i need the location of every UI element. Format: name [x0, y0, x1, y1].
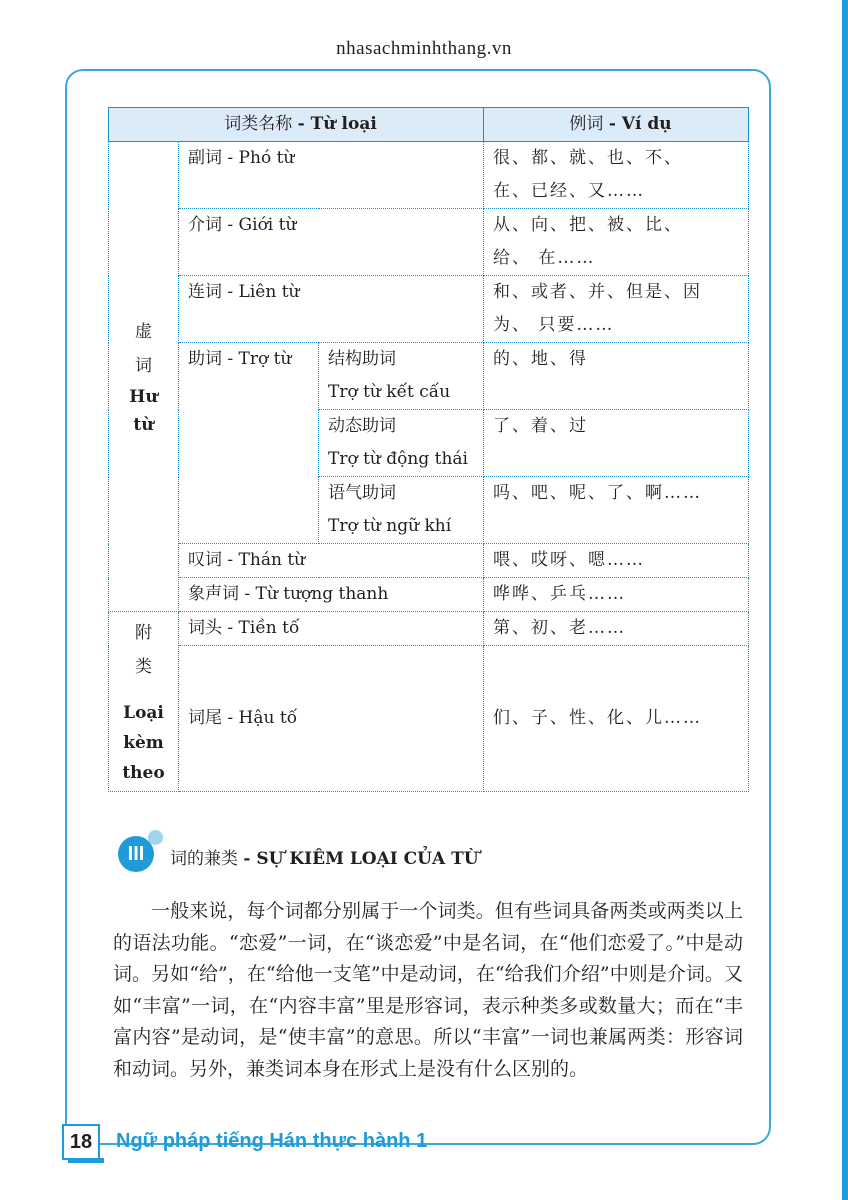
example-cell: 喂、哎呀、嗯……	[484, 544, 749, 578]
example-cell: 们、子、性、化、儿……	[484, 646, 749, 792]
example-cell	[484, 142, 749, 209]
column-header-zh: 例词	[569, 114, 604, 134]
word-class-table	[108, 107, 749, 792]
table-row	[109, 544, 749, 578]
subtype-vi: Trợ từ động thái	[328, 449, 468, 469]
body-paragraph: 一般来说，每个词都分别属于一个词类。但有些词具备两类或两类以上的语法功能。“恋爱”一词，在“谈恋爱”中是名词，在“他们恋爱了。”中是动词。另如“给”，在“给他一支笔”中是动词，在“给我们介绍”中则是介词。又如“丰富”一词，在“内容丰富”里是形容词，表示种类多或数量大；而在“丰富内容”是动词，是“使丰富”的意思。所以“丰富”一词也兼属两类：形容词和动词。另外，兼类词本身在形式上是没有什么区别的。	[113, 900, 743, 1080]
word-class-name: 象声词 - Từ tượng thanh	[179, 578, 484, 612]
example-cell: 吗、吧、呢、了、啊……	[484, 477, 749, 544]
example-cell	[484, 209, 749, 276]
group-label-zh: 词	[135, 355, 152, 376]
section-number-badge: III	[118, 836, 154, 872]
example-cell: 第、初、老……	[484, 612, 749, 646]
table-row	[109, 646, 749, 792]
group-label-vi: Loại	[123, 702, 164, 723]
group-label-vi: Hư	[129, 386, 158, 407]
example-cell: 哗哗、乒乓……	[484, 578, 749, 612]
column-header-zh: 词类名称	[224, 114, 293, 134]
subtype-zh: 结构助词	[328, 349, 396, 369]
word-class-name: 连词 - Liên từ	[179, 276, 484, 343]
example-line: 给、 在……	[493, 248, 596, 268]
table-row	[109, 142, 749, 209]
word-class-name: 助词 - Trợ từ	[179, 343, 319, 544]
section-title	[170, 844, 479, 869]
group-label-zh: 虚	[135, 321, 152, 342]
group-label-affixes	[109, 612, 179, 792]
example-line: 在、已经、又……	[493, 181, 646, 201]
column-header-example	[484, 108, 749, 142]
example-line: 从、向、把、被、比、	[493, 215, 684, 235]
table-row	[109, 578, 749, 612]
example-cell	[484, 276, 749, 343]
example-line: 很、都、就、也、不、	[493, 148, 684, 168]
spacer	[109, 684, 178, 698]
table-row	[109, 276, 749, 343]
word-class-name: 叹词 - Thán từ	[179, 544, 484, 578]
word-class-name: 词头 - Tiền tố	[179, 612, 484, 646]
table-row	[109, 343, 749, 410]
column-header-vi: - Từ loại	[297, 114, 377, 134]
section-title-zh: 词的兼类	[170, 849, 238, 869]
page-number: 18	[62, 1124, 100, 1160]
particle-subtype	[319, 410, 484, 477]
page-footer	[62, 1124, 762, 1164]
table-row	[109, 612, 749, 646]
subtype-zh: 动态助词	[328, 416, 396, 436]
subtype-zh: 语气助词	[328, 483, 396, 503]
table-header-row	[109, 108, 749, 142]
particle-subtype	[319, 477, 484, 544]
example-line: 和、或者、并、但是、因	[493, 282, 703, 302]
section-heading	[118, 828, 758, 874]
word-class-name: 副词 - Phó từ	[179, 142, 484, 209]
table-row	[109, 209, 749, 276]
group-label-zh: 类	[135, 656, 152, 677]
edge-strip	[842, 0, 848, 1200]
particle-subtype	[319, 343, 484, 410]
column-header-vi: - Ví dụ	[608, 114, 672, 134]
group-label-vi: từ	[133, 414, 154, 435]
group-label-zh: 附	[135, 622, 152, 643]
group-label-function-words	[109, 142, 179, 612]
example-cell: 了、着、过	[484, 410, 749, 477]
subtype-vi: Trợ từ kết cấu	[328, 382, 451, 402]
word-class-name: 介词 - Giới từ	[179, 209, 484, 276]
example-line: 为、 只要……	[493, 315, 615, 335]
subtype-vi: Trợ từ ngữ khí	[328, 516, 452, 536]
section-title-vi: - SỰ KIÊM LOẠI CỦA TỪ	[243, 849, 479, 869]
column-header-word-class	[109, 108, 484, 142]
word-class-name: 词尾 - Hậu tố	[179, 646, 484, 792]
book-title: Ngữ pháp tiếng Hán thực hành 1	[116, 1130, 428, 1152]
group-label-vi: theo	[122, 762, 165, 783]
site-url[interactable]: nhasachminhthang.vn	[336, 38, 512, 59]
group-label-vi: kèm	[123, 732, 164, 753]
example-cell: 的、地、得	[484, 343, 749, 410]
